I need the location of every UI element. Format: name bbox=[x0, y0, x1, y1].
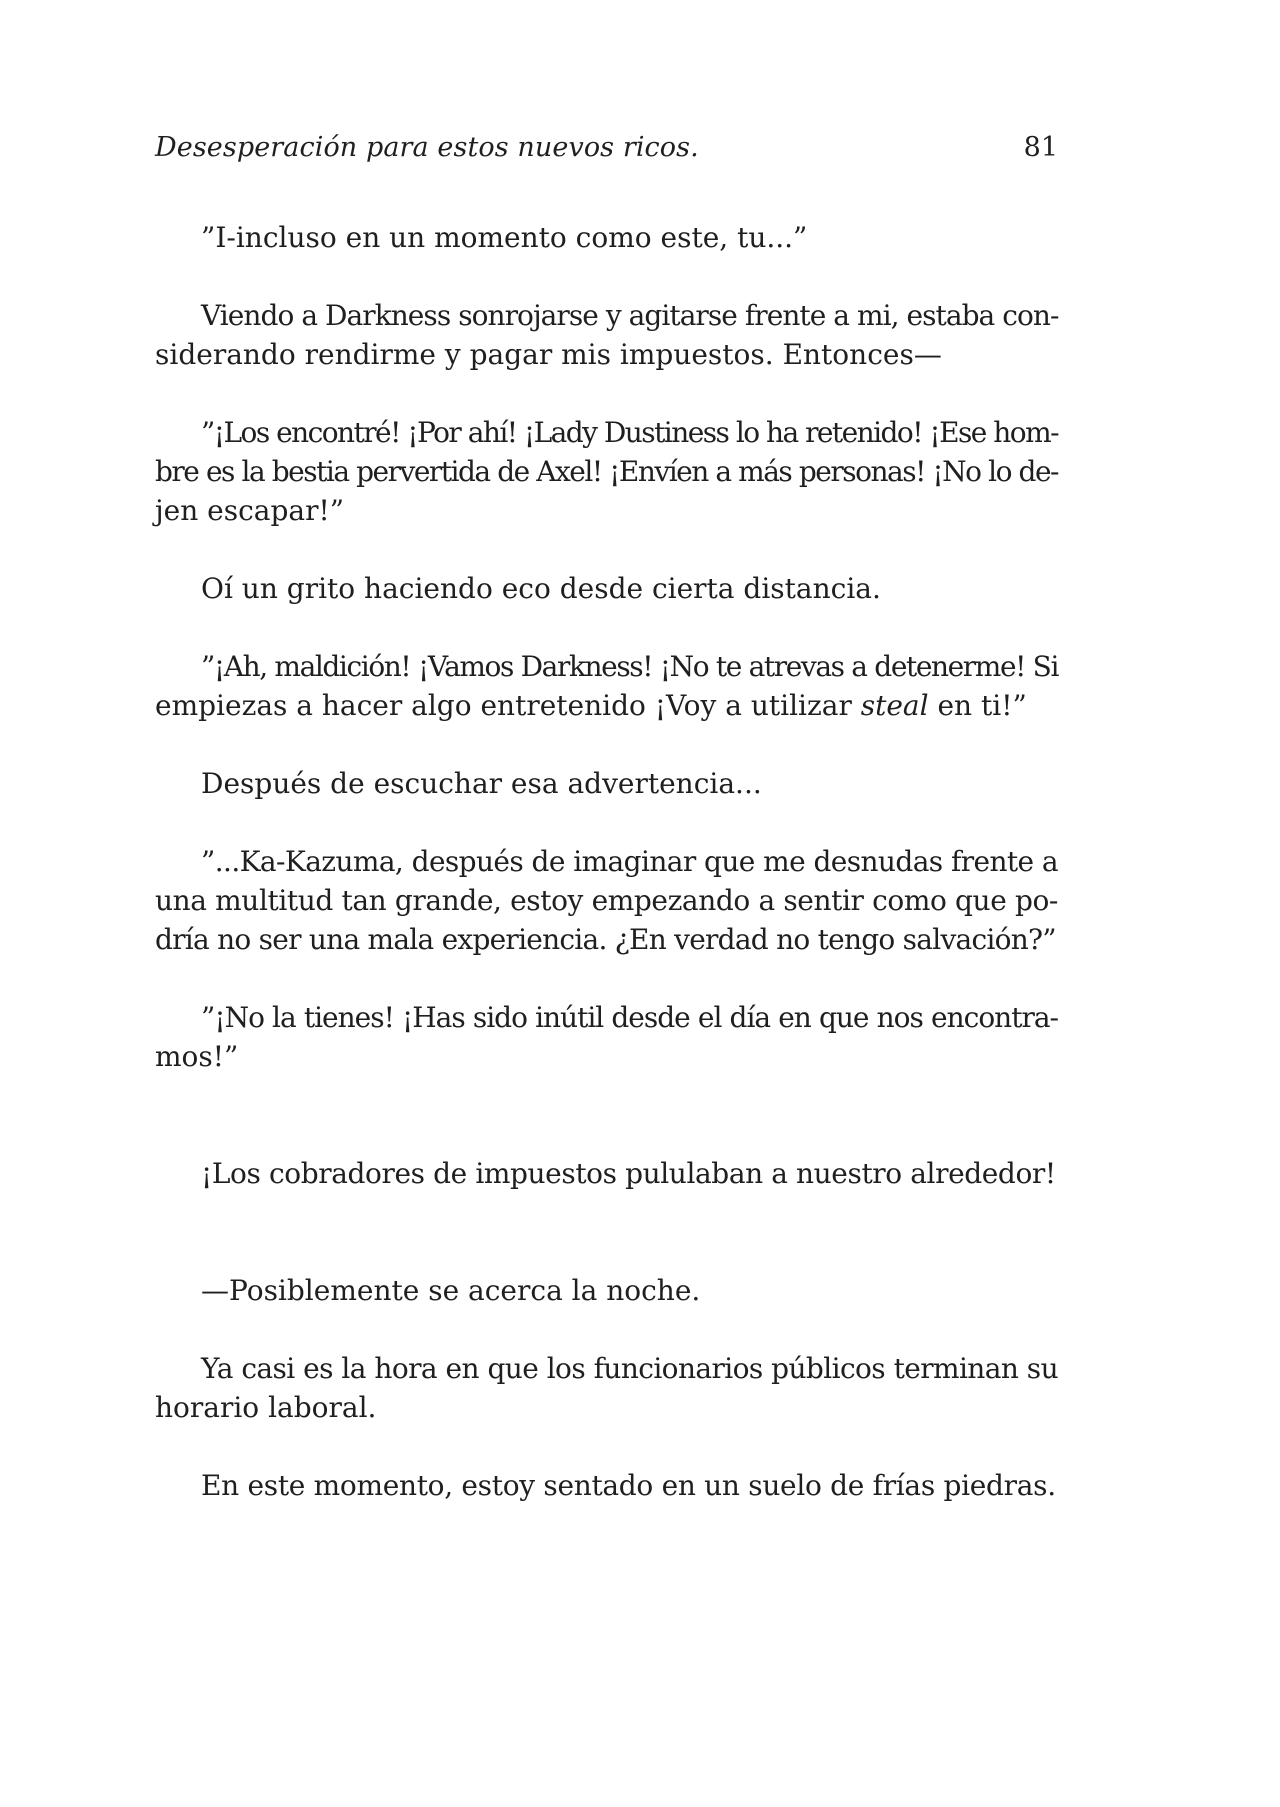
text-line: En este momento, estoy sentado en un suelo de frías piedras. bbox=[201, 1469, 1056, 1502]
text-line: ”¡Ah, maldición! ¡Vamos Darkness! ¡No te atrevas a detenerme! Si bbox=[201, 650, 1058, 683]
text-line: ”I-incluso en un momento como este, tu...” bbox=[201, 221, 808, 254]
text-line: Después de escuchar esa advertencia... bbox=[201, 767, 762, 800]
text-line: ”¡No la tienes! ¡Has sido inútil desde el día en que nos encontra- bbox=[201, 1001, 1058, 1034]
paragraph bbox=[155, 1466, 1058, 1505]
paragraph bbox=[155, 1349, 1058, 1427]
paragraph bbox=[155, 1154, 1058, 1193]
text-line: una multitud tan grande, estoy empezando a sentir como que po- bbox=[155, 884, 1058, 917]
text-line: mos!” bbox=[155, 1040, 239, 1073]
paragraph bbox=[155, 413, 1058, 530]
text-line: ¡Los cobradores de impuestos pululaban a nuestro alrededor! bbox=[201, 1157, 1056, 1190]
text-line: ”¡Los encontré! ¡Por ahí! ¡Lady Dustiness lo ha retenido! ¡Ese hom- bbox=[201, 416, 1058, 449]
page-number: 81 bbox=[1023, 132, 1058, 163]
paragraph bbox=[155, 218, 1058, 257]
text-line: ”...Ka-Kazuma, después de imaginar que me desnudas frente a bbox=[201, 845, 1058, 878]
paragraph bbox=[155, 1271, 1058, 1310]
text-line: —Posiblemente se acerca la noche. bbox=[201, 1274, 701, 1307]
text-line: Oí un grito haciendo eco desde cierta distancia. bbox=[201, 572, 881, 605]
text-line: Viendo a Darkness sonrojarse y agitarse frente a mi, estaba con- bbox=[201, 299, 1059, 332]
text-run: empiezas a hacer algo entretenido ¡Voy a utilizar bbox=[155, 689, 861, 722]
text-line bbox=[155, 686, 1058, 725]
paragraph bbox=[155, 842, 1058, 959]
italic-word: steal bbox=[860, 689, 929, 722]
text-line: Ya casi es la hora en que los funcionarios públicos terminan su bbox=[201, 1352, 1058, 1385]
paragraph bbox=[155, 569, 1058, 608]
text-line: bre es la bestia pervertida de Axel! ¡Envíen a más personas! ¡No lo de- bbox=[155, 455, 1058, 488]
paragraph bbox=[155, 998, 1058, 1076]
running-title: Desesperación para estos nuevos ricos. bbox=[155, 132, 699, 163]
paragraph bbox=[155, 647, 1058, 725]
text-line: jen escapar!” bbox=[155, 494, 345, 527]
page-header bbox=[155, 132, 1058, 172]
paragraph bbox=[155, 296, 1058, 374]
paragraph bbox=[155, 764, 1058, 803]
body-text bbox=[155, 218, 1058, 1505]
text-line: siderando rendirme y pagar mis impuestos. Entonces— bbox=[155, 338, 942, 371]
text-line: horario laboral. bbox=[155, 1391, 377, 1424]
text-line: dría no ser una mala experiencia. ¿En verdad no tengo salvación?” bbox=[155, 923, 1056, 956]
text-run: en ti!” bbox=[928, 689, 1027, 722]
